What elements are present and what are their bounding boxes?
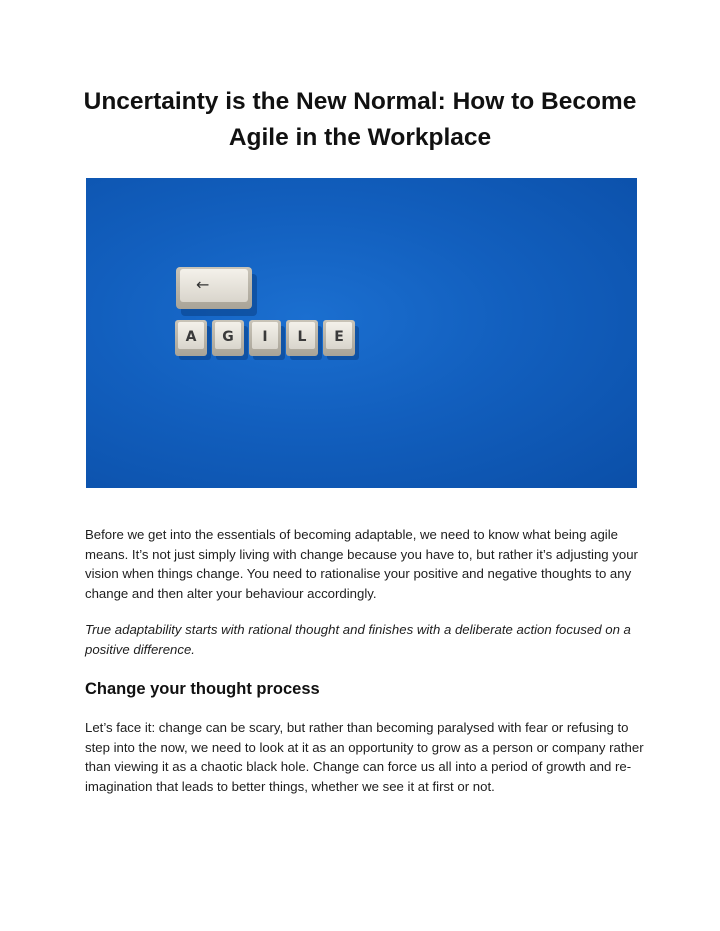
section-heading: Change your thought process	[85, 680, 320, 698]
page-title: Uncertainty is the New Normal: How to Become Agile in the Workplace	[83, 88, 637, 151]
key-e-label: E	[334, 329, 344, 345]
key-a-label: A	[185, 329, 197, 345]
key-l-label: L	[297, 329, 307, 345]
intro-paragraph: Before we get into the essentials of becoming adaptable, we need to know what being agile means. It’s not just simply living with change because you have to, but rather it’s adjusting your vision when things change. You need to rationalise your positive and negative thoughts to any change and then alter your behaviour accordingly.	[85, 527, 638, 601]
backspace-key	[176, 267, 257, 316]
section-paragraph: Let’s face it: change can be scary, but rather than becoming paralysed with fear or refusing to step into the now, we need to look at it as an opportunity to grow as a person or company rather than viewing it as a chaotic black hole. Change can force us all into a period of growth and re-imagination that leads to better things, whether we see it at first or not.	[85, 720, 644, 794]
pull-quote: True adaptability starts with rational thought and finishes with a deliberate action focused on a positive difference.	[85, 622, 631, 657]
key-i-label: I	[262, 329, 268, 345]
hero-image-agile-keys	[86, 178, 637, 488]
key-l	[286, 320, 322, 360]
key-i	[249, 320, 285, 360]
arrow-left-icon: ←	[196, 275, 210, 294]
key-g-label: G	[222, 329, 234, 345]
key-e	[323, 320, 359, 360]
key-g	[212, 320, 248, 360]
key-a	[175, 320, 211, 360]
